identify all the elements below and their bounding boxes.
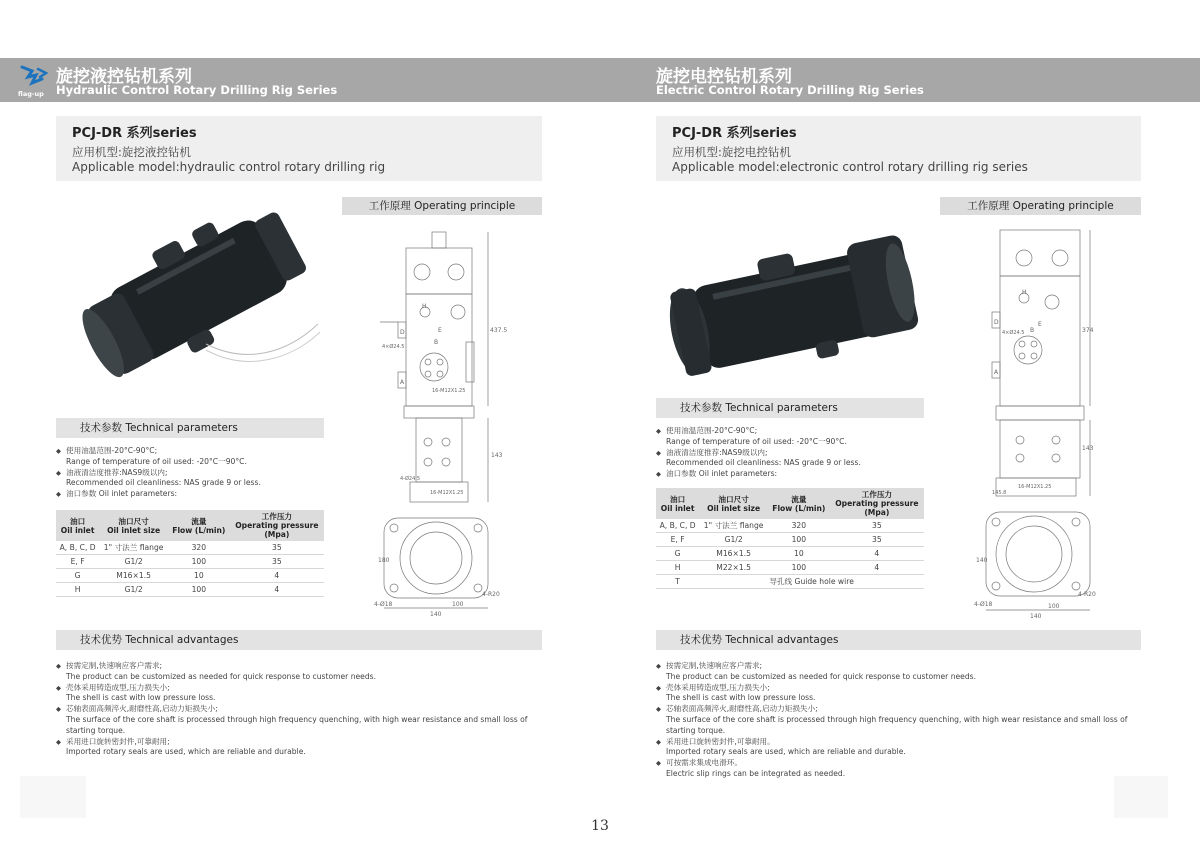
table-cell: 1" 寸法兰 flange [699,519,768,533]
table-cell: 4 [830,547,924,561]
list-item: Range of temperature of oil used: -20°C一90°C. [666,436,847,446]
svg-text:16-M12X1.25: 16-M12X1.25 [430,490,464,496]
table-cell: G1/2 [99,583,168,597]
table-row [656,561,924,575]
right-model-cn: 应用机型:旋挖电控钻机 [672,145,791,159]
table-cell: T [656,575,699,589]
table-cell: 10 [168,569,230,583]
left-series-box [56,116,542,181]
table-header-row [56,510,324,541]
list-item: ◆ 油口参数 Oil inlet parameters: [656,469,926,480]
table-row [656,547,924,561]
svg-text:4×Ø24.5: 4×Ø24.5 [1002,330,1025,336]
table-cell: M16×1.5 [99,569,168,583]
left-corner-mark [20,776,86,818]
table-cell: G1/2 [699,533,768,547]
svg-text:145.8: 145.8 [992,490,1007,496]
table-cell: 320 [168,541,230,555]
left-model-en: Applicable model:hydraulic control rotary drilling rig [72,160,386,174]
table-row [656,575,924,589]
list-item: The shell is cast with low pressure loss. [666,693,816,703]
table-header-cell: 油口 Oil inlet [656,488,699,519]
list-item: Recommended oil cleanliness: NAS grade 9 or less. [666,458,861,468]
table-cell: M16×1.5 [699,547,768,561]
svg-text:4-R20: 4-R20 [482,591,500,598]
list-item: ◆ 油液清洁度推荐:NAS9级以内; [56,468,326,479]
list-item: ◆ 壳体采用铸造成型,压力损失小; [656,683,1146,694]
list-item: ◆ 按需定制,快速响应客户需求; [56,661,546,672]
svg-text:143: 143 [491,452,503,459]
left-product-photo [56,194,328,400]
table-cell: 10 [768,547,830,561]
list-item: ◆ 油口参数 Oil inlet parameters: [56,489,326,500]
table-cell: 35 [230,555,324,569]
list-item: starting torque. [666,725,726,735]
table-row [656,519,924,533]
list-item: ◆ 芯轴表面高频淬火,耐磨性高,启动力矩损失小; [656,704,1146,715]
list-item: ◆ 采用进口旋转密封件,可靠耐用; [56,737,546,748]
table-cell: 4 [830,561,924,575]
table-cell: A, B, C, D [656,519,699,533]
left-header-en: Hydraulic Control Rotary Drilling Rig Series [56,83,338,97]
right-params-list [656,426,926,480]
right-tech-adv-bar [656,630,1141,650]
svg-text:374: 374 [1082,327,1094,334]
left-series-title: PCJ-DR 系列series [72,126,197,141]
list-item: Imported rotary seals are used, which are reliable and durable. [666,747,906,757]
left-adv-list [56,661,546,758]
left-params-list [56,446,326,500]
left-technical-drawing [370,222,508,622]
svg-text:437.5: 437.5 [490,327,508,334]
table-row [56,583,324,597]
table-header-cell: 油口尺寸 Oil inlet size [99,510,168,541]
list-item: ◆ 油液清洁度推荐:NAS9级以内; [656,448,926,459]
left-tech-adv-bar [56,630,542,650]
right-product-photo [656,218,924,388]
list-item: The product can be customized as needed for quick response to customer needs. [66,671,377,681]
right-op-principle-bar: 工作原理 Operating principle [940,197,1141,215]
table-cell: 100 [768,533,830,547]
svg-text:4-Ø24.5: 4-Ø24.5 [400,476,421,482]
table-header-row [656,488,924,519]
svg-text:140: 140 [430,611,442,618]
right-tech-params-label: 技术参数 Technical parameters [680,402,838,414]
svg-text:H: H [422,303,427,310]
page-number: 13 [591,818,609,834]
header-banner [0,58,1200,102]
svg-text:100: 100 [452,601,464,608]
table-cell: 4 [230,569,324,583]
svg-text:D: D [994,319,999,326]
table-cell: H [56,583,99,597]
logo-text: flag-up [18,90,44,98]
table-row [56,569,324,583]
left-params-table [56,510,324,597]
svg-text:140: 140 [976,557,988,564]
table-cell: 100 [168,555,230,569]
right-tech-params-bar [656,398,924,418]
right-technical-drawing [972,222,1102,622]
table-header-cell: 油口尺寸 Oil inlet size [699,488,768,519]
left-tech-adv-label: 技术优势 Technical advantages [80,634,239,646]
table-cell: 100 [168,583,230,597]
svg-text:16-M12X1.25: 16-M12X1.25 [1018,484,1052,490]
right-tech-adv-label: 技术优势 Technical advantages [680,634,839,646]
svg-text:B: B [1030,327,1035,334]
table-cell: H [656,561,699,575]
brand-logo [18,63,52,99]
table-row [656,533,924,547]
svg-text:B: B [434,339,439,346]
table-cell: 320 [768,519,830,533]
svg-text:H: H [1022,289,1027,296]
table-row [56,555,324,569]
svg-text:180: 180 [378,557,390,564]
list-item: Range of temperature of oil used: -20°C一90°C. [66,456,247,466]
table-header-cell: 油口 Oil inlet [56,510,99,541]
list-item: Recommended oil cleanliness: NAS grade 9 or less. [66,478,261,488]
table-cell: E, F [656,533,699,547]
list-item: starting torque. [66,725,126,735]
table-cell: G [656,547,699,561]
table-cell: A, B, C, D [56,541,99,555]
table-cell: 导孔线 Guide hole wire [699,575,924,589]
list-item: Electric slip rings can be integrated as needed. [666,768,846,778]
right-model-en: Applicable model:electronic control rotary drilling rig series [672,160,1028,174]
svg-text:A: A [400,379,405,386]
list-item: ◆ 使用油温范围-20°C-90°C; [56,446,326,457]
left-tech-params-label: 技术参数 Technical parameters [80,422,238,434]
table-cell: 1" 寸法兰 flange [99,541,168,555]
table-cell: 35 [830,519,924,533]
left-model-cn: 应用机型:旋挖液控钻机 [72,145,191,159]
left-header-cn: 旋挖液控钻机系列 [56,67,192,87]
table-cell: G1/2 [99,555,168,569]
svg-text:E: E [1038,321,1042,328]
list-item: The product can be customized as needed for quick response to customer needs. [666,671,977,681]
list-item: ◆ 可按需求集成电滑环。 [656,758,1146,769]
list-item: ◆ 芯轴表面高频淬火,耐磨性高,启动力矩损失小; [56,704,546,715]
svg-text:4-Ø18: 4-Ø18 [974,601,993,608]
table-cell: 4 [230,583,324,597]
svg-text:143: 143 [1082,445,1094,452]
table-header-cell: 工作压力 Operating pressure (Mpa) [230,510,324,541]
left-tech-params-bar [56,418,324,438]
right-adv-list [656,661,1146,780]
table-cell: 100 [768,561,830,575]
table-header-cell: 流量 Flow (L/min) [168,510,230,541]
list-item: The surface of the core shaft is processed through high frequency quenching, with high wear resistance and small loss of [666,714,1128,724]
list-item: Imported rotary seals are used, which are reliable and durable. [66,747,306,757]
svg-text:100: 100 [1048,603,1060,610]
table-cell: M22×1.5 [699,561,768,575]
list-item: The surface of the core shaft is processed through high frequency quenching, with high wear resistance and small loss of [66,714,528,724]
right-params-table [656,488,924,589]
table-cell: G [56,569,99,583]
table-cell: 35 [830,533,924,547]
svg-text:140: 140 [1030,613,1042,620]
table-header-cell: 流量 Flow (L/min) [768,488,830,519]
svg-text:A: A [994,369,999,376]
svg-text:4-Ø18: 4-Ø18 [374,601,393,608]
svg-text:E: E [438,327,442,334]
svg-text:D: D [400,329,405,336]
svg-text:16-M12X1.25: 16-M12X1.25 [432,388,466,394]
svg-text:4×Ø24.5: 4×Ø24.5 [382,344,405,350]
list-item: ◆ 使用油温范围-20°C-90°C; [656,426,926,437]
table-cell: 35 [230,541,324,555]
list-item: ◆ 采用进口旋转密封件,可靠耐用。 [656,737,1146,748]
list-item: ◆ 按需定制,快速响应客户需求; [656,661,1146,672]
left-op-principle-bar: 工作原理 Operating principle [342,197,542,215]
table-header-cell: 工作压力 Operating pressure (Mpa) [830,488,924,519]
list-item: ◆ 壳体采用铸造成型,压力损失小; [56,683,546,694]
table-cell: E, F [56,555,99,569]
right-series-box [656,116,1141,181]
list-item: The shell is cast with low pressure loss. [66,693,216,703]
table-row [56,541,324,555]
right-corner-mark [1114,776,1168,818]
right-series-title: PCJ-DR 系列series [672,126,797,141]
right-header-en: Electric Control Rotary Drilling Rig Series [656,83,924,97]
right-header-cn: 旋挖电控钻机系列 [656,67,792,87]
svg-text:4-R20: 4-R20 [1078,591,1096,598]
